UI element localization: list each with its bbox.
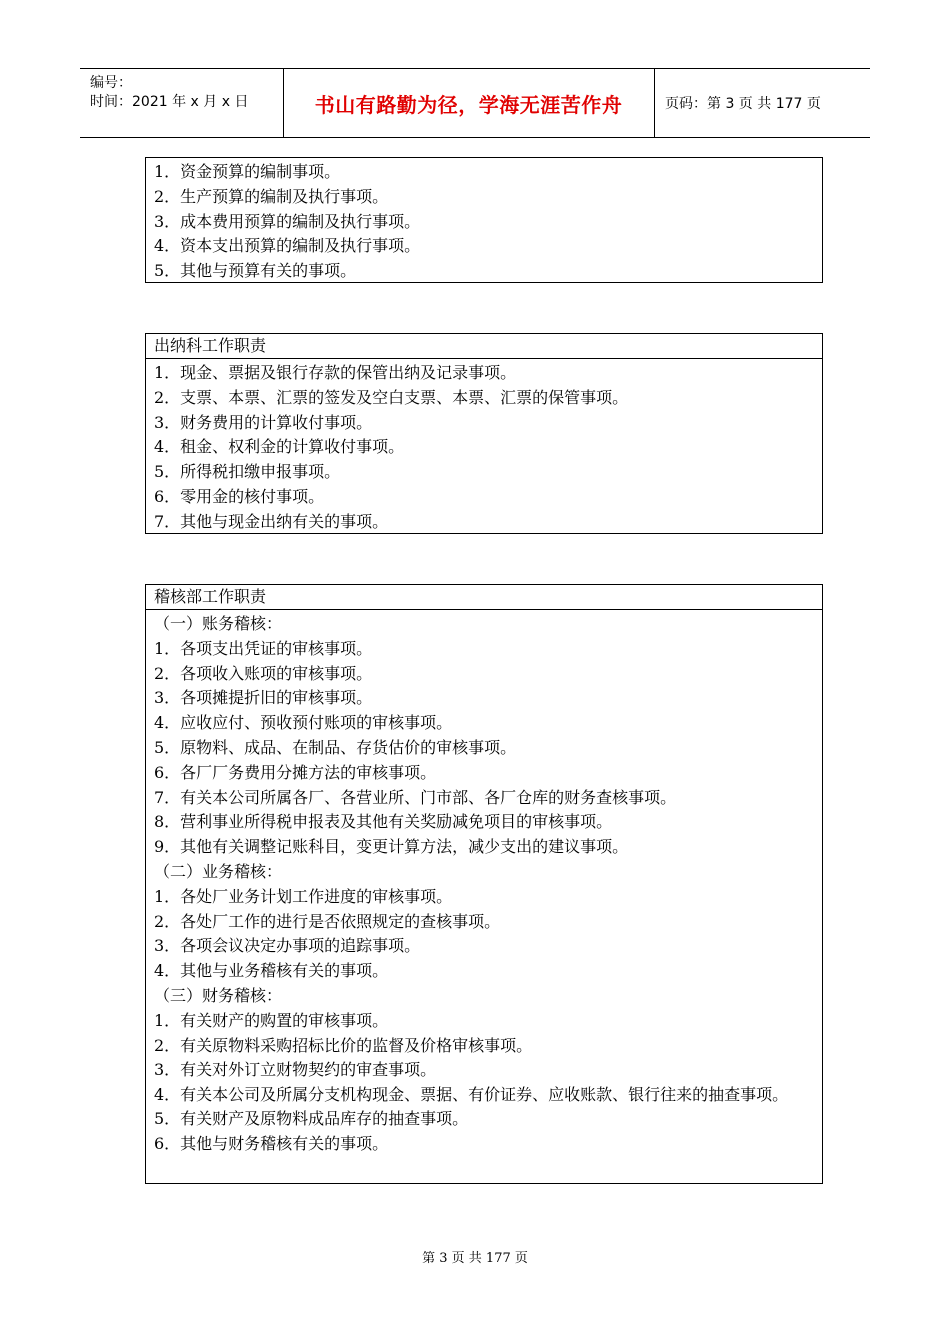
audit-duties-box [145, 584, 823, 1184]
list-item: 3．财务费用的计算收付事项。 [154, 412, 373, 432]
list-item: 1．现金、票据及银行存款的保管出纳及记录事项。 [154, 363, 517, 382]
list-item: 7．有关本公司所属各厂、各营业所、门市部、各厂仓库的财务查核事项。 [154, 787, 677, 807]
list-item: 7．其他与现金出纳有关的事项。 [154, 511, 389, 531]
list-item: 2．各处厂工作的进行是否依照规定的查核事项。 [154, 911, 501, 931]
list-item: 4．资本支出预算的编制及执行事项。 [154, 236, 421, 256]
list-item: 4．其他与业务稽核有关的事项。 [154, 961, 389, 981]
list-item: 2．有关原物料采购招标比价的监督及价格审核事项。 [154, 1035, 533, 1055]
list-item: 6．其他与财务稽核有关的事项。 [154, 1133, 389, 1153]
list-item: 6．各厂厂务费用分摊方法的审核事项。 [154, 762, 437, 782]
subsection-heading: （二）业务稽核： [154, 861, 283, 881]
section-title: 稽核部工作职责 [146, 585, 822, 610]
list-item: 5．原物料、成品、在制品、存货估价的审核事项。 [154, 737, 517, 757]
cashier-duties-box [145, 333, 823, 534]
list-item: 3．各项会议决定办事项的追踪事项。 [154, 936, 421, 956]
list-item: 5．有关财产及原物料成品库存的抽查事项。 [154, 1109, 469, 1129]
list-item: 1．各处厂业务计划工作进度的审核事项。 [154, 886, 453, 906]
header-page-cell [655, 69, 870, 137]
section-title: 出纳科工作职责 [146, 334, 822, 359]
page-footer: 第 3 页 共 177 页 [422, 1251, 528, 1266]
list-item: 9．其他有关调整记账科目，变更计算方法，减少支出的建议事项。 [154, 837, 629, 857]
budget-duties-box [145, 157, 823, 283]
subsection-heading: （一）账务稽核： [154, 614, 283, 633]
list-item: 5．所得税扣缴申报事项。 [154, 462, 341, 482]
page-header [80, 68, 870, 138]
list-item: 2．生产预算的编制及执行事项。 [154, 186, 389, 206]
cashier-duties-list [146, 359, 822, 535]
header-motto: 书山有路勤为径，学海无涯苦作舟 [314, 92, 623, 117]
list-item: 6．零用金的核付事项。 [154, 486, 325, 506]
list-item: 2．各项收入账项的审核事项。 [154, 663, 373, 683]
list-item: 5．其他与预算有关的事项。 [154, 261, 357, 281]
document-number-label: 编号： [90, 75, 132, 91]
list-item: 4．有关本公司及所属分支机构现金、票据、有价证券、应收账款、银行往来的抽查事项。 [154, 1085, 789, 1105]
subsection-heading: （三）财务稽核： [154, 985, 283, 1005]
list-item: 2．支票、本票、汇票的签发及空白支票、本票、汇票的保管事项。 [154, 387, 629, 407]
header-page-info: 页码：第 3 页 共 177 页 [665, 96, 821, 112]
list-item: 3．成本费用预算的编制及执行事项。 [154, 211, 421, 231]
budget-duties-list [146, 158, 822, 284]
header-meta [80, 69, 284, 137]
list-item: 1．有关财产的购置的审核事项。 [154, 1010, 389, 1030]
list-item: 3．各项摊提折旧的审核事项。 [154, 688, 373, 708]
document-date: 时间：2021 年 x 月 x 日 [90, 94, 249, 110]
list-item: 3．有关对外订立财物契约的审查事项。 [154, 1060, 437, 1080]
list-item: 1．各项支出凭证的审核事项。 [154, 638, 373, 658]
list-item: 1．资金预算的编制事项。 [154, 162, 341, 181]
audit-duties-list [146, 610, 822, 1157]
list-item: 8．营利事业所得税申报表及其他有关奖励减免项目的审核事项。 [154, 812, 613, 832]
header-motto-cell [283, 69, 655, 137]
list-item: 4．租金、权利金的计算收付事项。 [154, 437, 405, 457]
list-item: 4．应收应付、预收预付账项的审核事项。 [154, 713, 453, 733]
